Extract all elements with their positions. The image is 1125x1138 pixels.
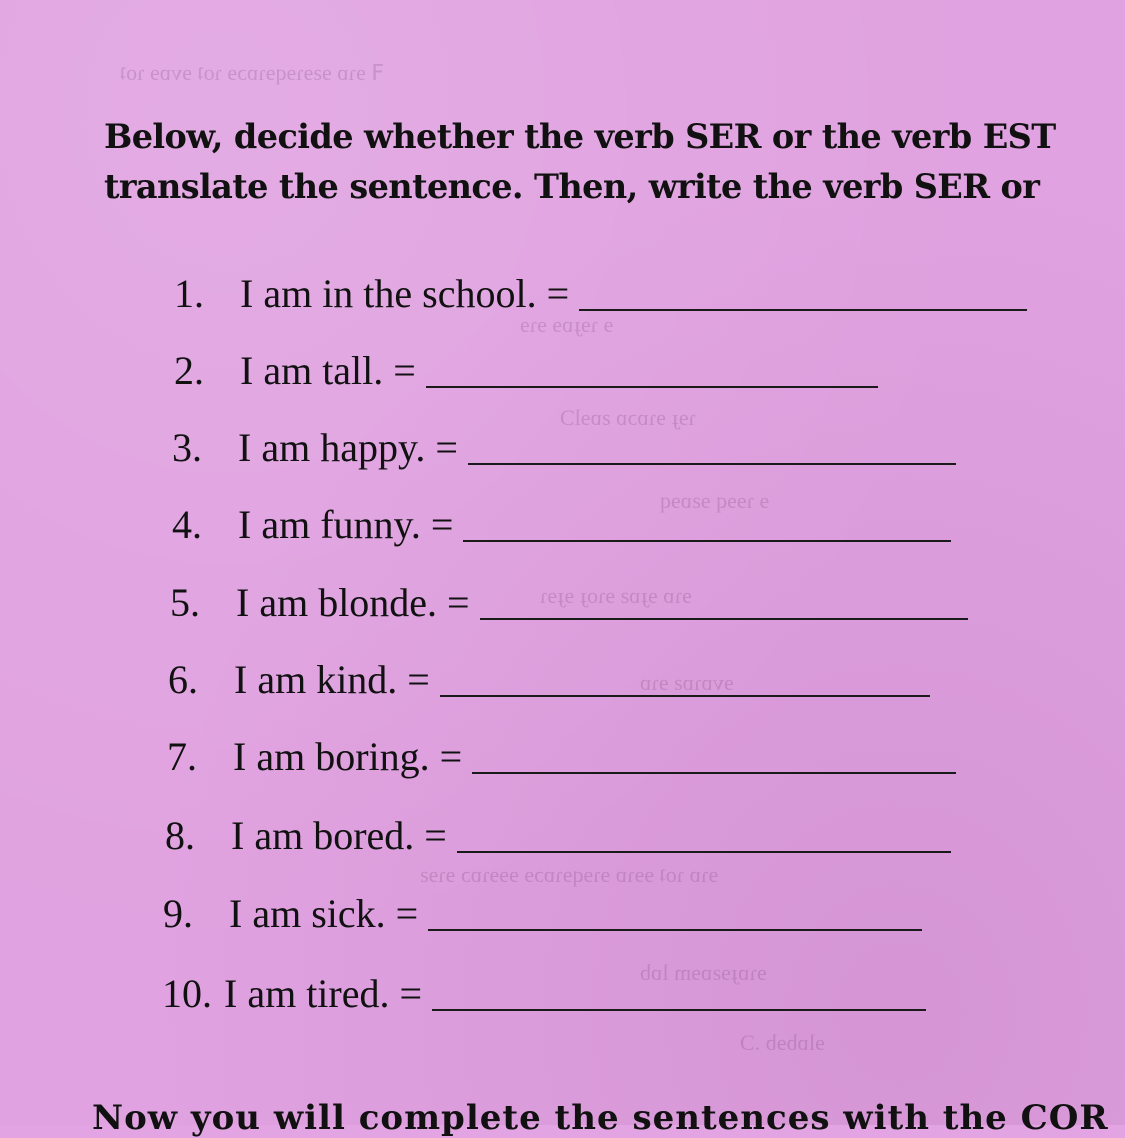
item-number: 6. bbox=[168, 657, 198, 702]
item-number: 7. bbox=[167, 734, 197, 779]
bleed-through-text: ɘlɒbɘb .Ɔ bbox=[740, 1030, 825, 1055]
item-number: 1. bbox=[174, 271, 204, 316]
item-sentence: I am sick. = bbox=[229, 891, 419, 936]
item-number: 2. bbox=[174, 348, 204, 393]
exercise-item-6 bbox=[168, 656, 930, 703]
bleed-through-text: ɘ ɿɘɘq ɘƨɒɘq bbox=[660, 488, 770, 513]
item-number: 5. bbox=[170, 580, 200, 625]
answer-blank[interactable] bbox=[579, 309, 1027, 311]
bleed-through-text: ꟻ ɘɿɒ ɘƨɘɿɘqɘɿɒɔɘ ɿoʇ ɘvɒɘ ɿoʇ bbox=[120, 60, 384, 85]
exercise-item-2 bbox=[174, 347, 878, 394]
answer-blank[interactable] bbox=[440, 695, 930, 697]
item-number: 3. bbox=[172, 425, 202, 470]
item-number: 9. bbox=[163, 891, 193, 936]
exercise-item-8 bbox=[165, 812, 951, 859]
bleed-through-text: ɘvɒɿɒƨ ɘɿɒ bbox=[640, 670, 734, 695]
answer-blank[interactable] bbox=[428, 929, 922, 931]
item-sentence: I am boring. = bbox=[233, 734, 463, 779]
item-sentence: I am funny. = bbox=[238, 502, 454, 547]
item-sentence: I am tired. = bbox=[224, 971, 423, 1016]
exercise-item-1 bbox=[174, 270, 1027, 317]
item-sentence: I am tall. = bbox=[240, 348, 416, 393]
answer-blank[interactable] bbox=[457, 851, 951, 853]
bleed-through-text: ɘ ɿɘɟɒɘ ɘɿɘ bbox=[520, 312, 614, 337]
bleed-through-text: ɘɿɒɟɘƨɒɘm lɒb bbox=[640, 960, 767, 985]
item-sentence: I am happy. = bbox=[238, 425, 458, 470]
answer-blank[interactable] bbox=[426, 386, 878, 388]
exercise-item-10 bbox=[162, 970, 926, 1017]
item-sentence: I am blonde. = bbox=[236, 580, 470, 625]
bleed-through-text: ɘɿɒ ɘɟɒƨ ɘɿoɟ ɘɟɘɿ bbox=[540, 583, 692, 608]
item-sentence: I am bored. = bbox=[231, 813, 447, 858]
item-number: 10. bbox=[162, 971, 212, 1016]
answer-blank[interactable] bbox=[432, 1009, 926, 1011]
item-sentence: I am in the school. = bbox=[240, 271, 570, 316]
answer-blank[interactable] bbox=[472, 772, 956, 774]
answer-blank[interactable] bbox=[480, 618, 968, 620]
bleed-through-text: ɿɘɟ ɘɿɒɔɒ ƨɒɘlƆ bbox=[560, 405, 696, 430]
item-number: 4. bbox=[172, 502, 202, 547]
item-number: 8. bbox=[165, 813, 195, 858]
item-sentence: I am kind. = bbox=[234, 657, 430, 702]
exercise-item-7 bbox=[167, 733, 956, 780]
exercise-item-5 bbox=[170, 579, 968, 626]
answer-blank[interactable] bbox=[468, 463, 956, 465]
instructions-line-1: Below, decide whether the verb SER or the verb EST bbox=[104, 117, 1056, 156]
instructions bbox=[104, 112, 1125, 212]
instructions-line-2: translate the sentence. Then, write the verb SER or bbox=[104, 167, 1040, 206]
exercise-item-3 bbox=[172, 424, 956, 471]
answer-blank[interactable] bbox=[463, 540, 951, 542]
next-section-instructions: Now you will complete the sentences with the COR bbox=[92, 1098, 1109, 1138]
exercise-item-9 bbox=[163, 890, 922, 937]
bleed-through-text: ɘɿɒ ɿoʇ ɘɘɿɒ ɘɿɘqɘɿɒɔɘ ɘɘɘɿɒɔ ɘɿɘƨ bbox=[420, 862, 719, 887]
exercise-item-4 bbox=[172, 501, 951, 548]
